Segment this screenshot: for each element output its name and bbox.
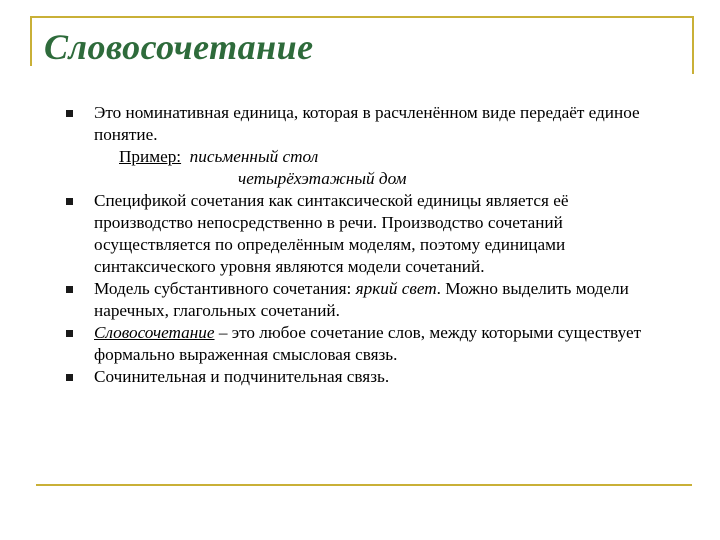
frame-top-line [30,16,693,18]
list-item-links [60,366,660,388]
example-row [94,146,660,168]
item-text-after: . Можно выделить модели наречных, глагольных сочетаний. [94,279,629,320]
example-value: письменный стол [189,147,319,166]
example-row [94,168,660,190]
square-bullet-icon [66,330,73,337]
square-bullet-icon [66,198,73,205]
slide-title: Словосочетание [44,27,314,67]
frame-bottom-line [36,484,692,486]
term-definition: – это любое сочетание слов, между которыми существует формально выраженная смысловая связь. [94,323,642,364]
bullet-list [60,102,660,388]
list-item-specificity [60,190,660,278]
example-value: четырёхэтажный дом [238,169,407,188]
item-text: Это номинативная единица, которая в расчленённом виде передаёт единое понятие. [94,103,640,144]
square-bullet-icon [66,374,73,381]
item-text: Сочинительная и подчинительная связь. [94,367,390,386]
list-item-definition [60,102,660,190]
square-bullet-icon [66,110,73,117]
item-text-before: Модель субстантивного сочетания: [94,279,352,298]
list-item-model [60,278,660,322]
example-phrase: яркий свет [355,279,437,298]
frame-left-line [30,16,32,66]
list-item-term-definition [60,322,660,366]
example-label: Пример: [119,147,182,166]
item-text [94,322,660,366]
square-bullet-icon [66,286,73,293]
frame-right-line [692,16,694,74]
defined-term: Словосочетание [94,323,215,342]
item-text [94,278,660,322]
item-text: Спецификой сочетания как синтаксической единицы является её производство непосредственно в речи. Производство сочетаний осуществляется по определённым моделям, поэтому единицами синтаксического уровня являются модели сочетаний. [94,191,569,276]
